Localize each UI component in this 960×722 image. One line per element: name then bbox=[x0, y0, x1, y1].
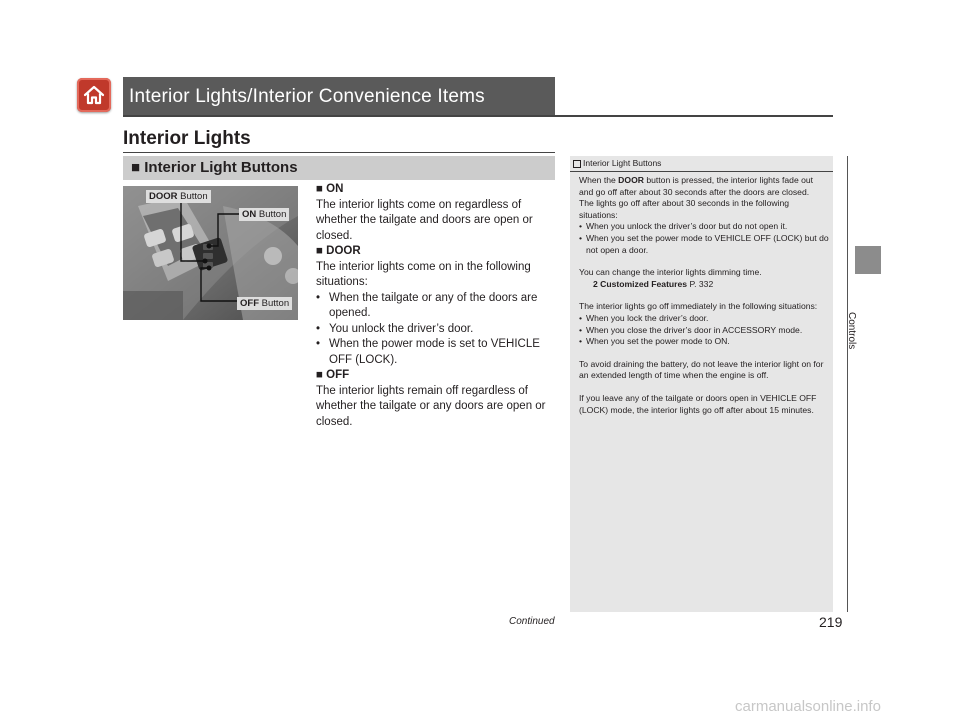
list-item: • When you set the power mode to VEHICLE OFF (LOCK) but do not open a door. bbox=[579, 232, 829, 255]
interior-light-photo bbox=[123, 186, 298, 320]
page-title: Interior Lights/Interior Convenience Items bbox=[129, 86, 485, 107]
list-item: • When you unlock the driver’s door but do not open it. bbox=[579, 221, 788, 232]
main-text bbox=[316, 182, 556, 430]
chapter-tab-marker[interactable] bbox=[855, 246, 881, 274]
side-p4: The interior lights go off immediately in the following situations: bbox=[579, 301, 818, 312]
off-text: The interior lights remain off regardless of whether the tailgate or any doors are open or closed. bbox=[316, 384, 546, 428]
side-note-title-text: Interior Light Buttons bbox=[583, 158, 662, 168]
list-item: • When the power mode is set to VEHICLE OFF (LOCK). bbox=[316, 337, 556, 368]
home-button[interactable] bbox=[77, 78, 111, 112]
section-heading: Interior Lights bbox=[123, 128, 251, 149]
page-number: 219 bbox=[819, 614, 843, 630]
door-bullet-2: You unlock the driver’s door. bbox=[329, 322, 474, 335]
side-note-title bbox=[573, 158, 661, 168]
door-heading: ■ DOOR bbox=[316, 245, 361, 257]
on-text: The interior lights come on regardless of whether the tailgate and doors are open or closed. bbox=[316, 198, 533, 242]
off-heading: ■ OFF bbox=[316, 369, 350, 381]
subheading-marker: ■ bbox=[131, 159, 141, 176]
on-heading: ■ ON bbox=[316, 183, 344, 195]
side-p1: When the DOOR button is pressed, the interior lights fade out and go off after about 30 seconds after the doors are closed. bbox=[579, 175, 814, 197]
side-p2: The lights go off after about 30 seconds in the following situations: bbox=[579, 198, 790, 220]
side-p3: You can change the interior lights dimming time. bbox=[579, 267, 762, 278]
subheading bbox=[131, 159, 298, 176]
door-bullet-1: When the tailgate or any of the doors are opened. bbox=[329, 291, 538, 319]
continued-label: Continued bbox=[509, 616, 555, 627]
section-rule bbox=[123, 152, 555, 153]
door-text: The interior lights come on in the following situations: bbox=[316, 260, 531, 288]
on-button-callout bbox=[239, 208, 289, 221]
list-item: • When you set the power mode to ON. bbox=[579, 336, 730, 347]
side-p5: To avoid draining the battery, do not leave the interior light on for an extended length of time when the engine is off. bbox=[579, 358, 824, 381]
side-note-body bbox=[579, 175, 829, 416]
off-callout-rest: Button bbox=[259, 298, 290, 309]
off-callout-strong: OFF bbox=[240, 298, 259, 309]
watermark: carmanualsonline.info bbox=[735, 698, 881, 715]
chapter-tab-rule bbox=[847, 156, 848, 612]
door-callout-rest: Button bbox=[177, 191, 208, 202]
on-callout-rest: Button bbox=[256, 209, 287, 220]
door-button-callout bbox=[146, 190, 211, 203]
customized-features-link[interactable]: 2 Customized Features P. 332 bbox=[593, 278, 714, 289]
subheading-label: Interior Light Buttons bbox=[144, 159, 298, 176]
home-icon bbox=[82, 83, 106, 107]
door-callout-strong: DOOR bbox=[149, 191, 178, 202]
door-bullet-3: When the power mode is set to VEHICLE OFF (LOCK). bbox=[329, 338, 540, 366]
list-item: • When the tailgate or any of the doors are opened. bbox=[316, 291, 556, 322]
on-callout-strong: ON bbox=[242, 209, 257, 220]
chapter-tab-label[interactable]: Controls bbox=[846, 312, 857, 350]
side-p6: If you leave any of the tailgate or doors open in VEHICLE OFF (LOCK) mode, the interior lights go off after about 15 minutes. bbox=[579, 392, 817, 415]
side-note-rule bbox=[570, 171, 833, 172]
list-item: • When you lock the driver’s door. bbox=[579, 312, 709, 323]
list-item: • When you close the driver’s door in ACCESSORY mode. bbox=[579, 324, 803, 335]
title-rule bbox=[123, 115, 833, 117]
list-item: • You unlock the driver’s door. bbox=[316, 322, 556, 338]
reference-arrow-icon: 2 bbox=[593, 278, 598, 289]
off-button-callout bbox=[237, 297, 292, 310]
